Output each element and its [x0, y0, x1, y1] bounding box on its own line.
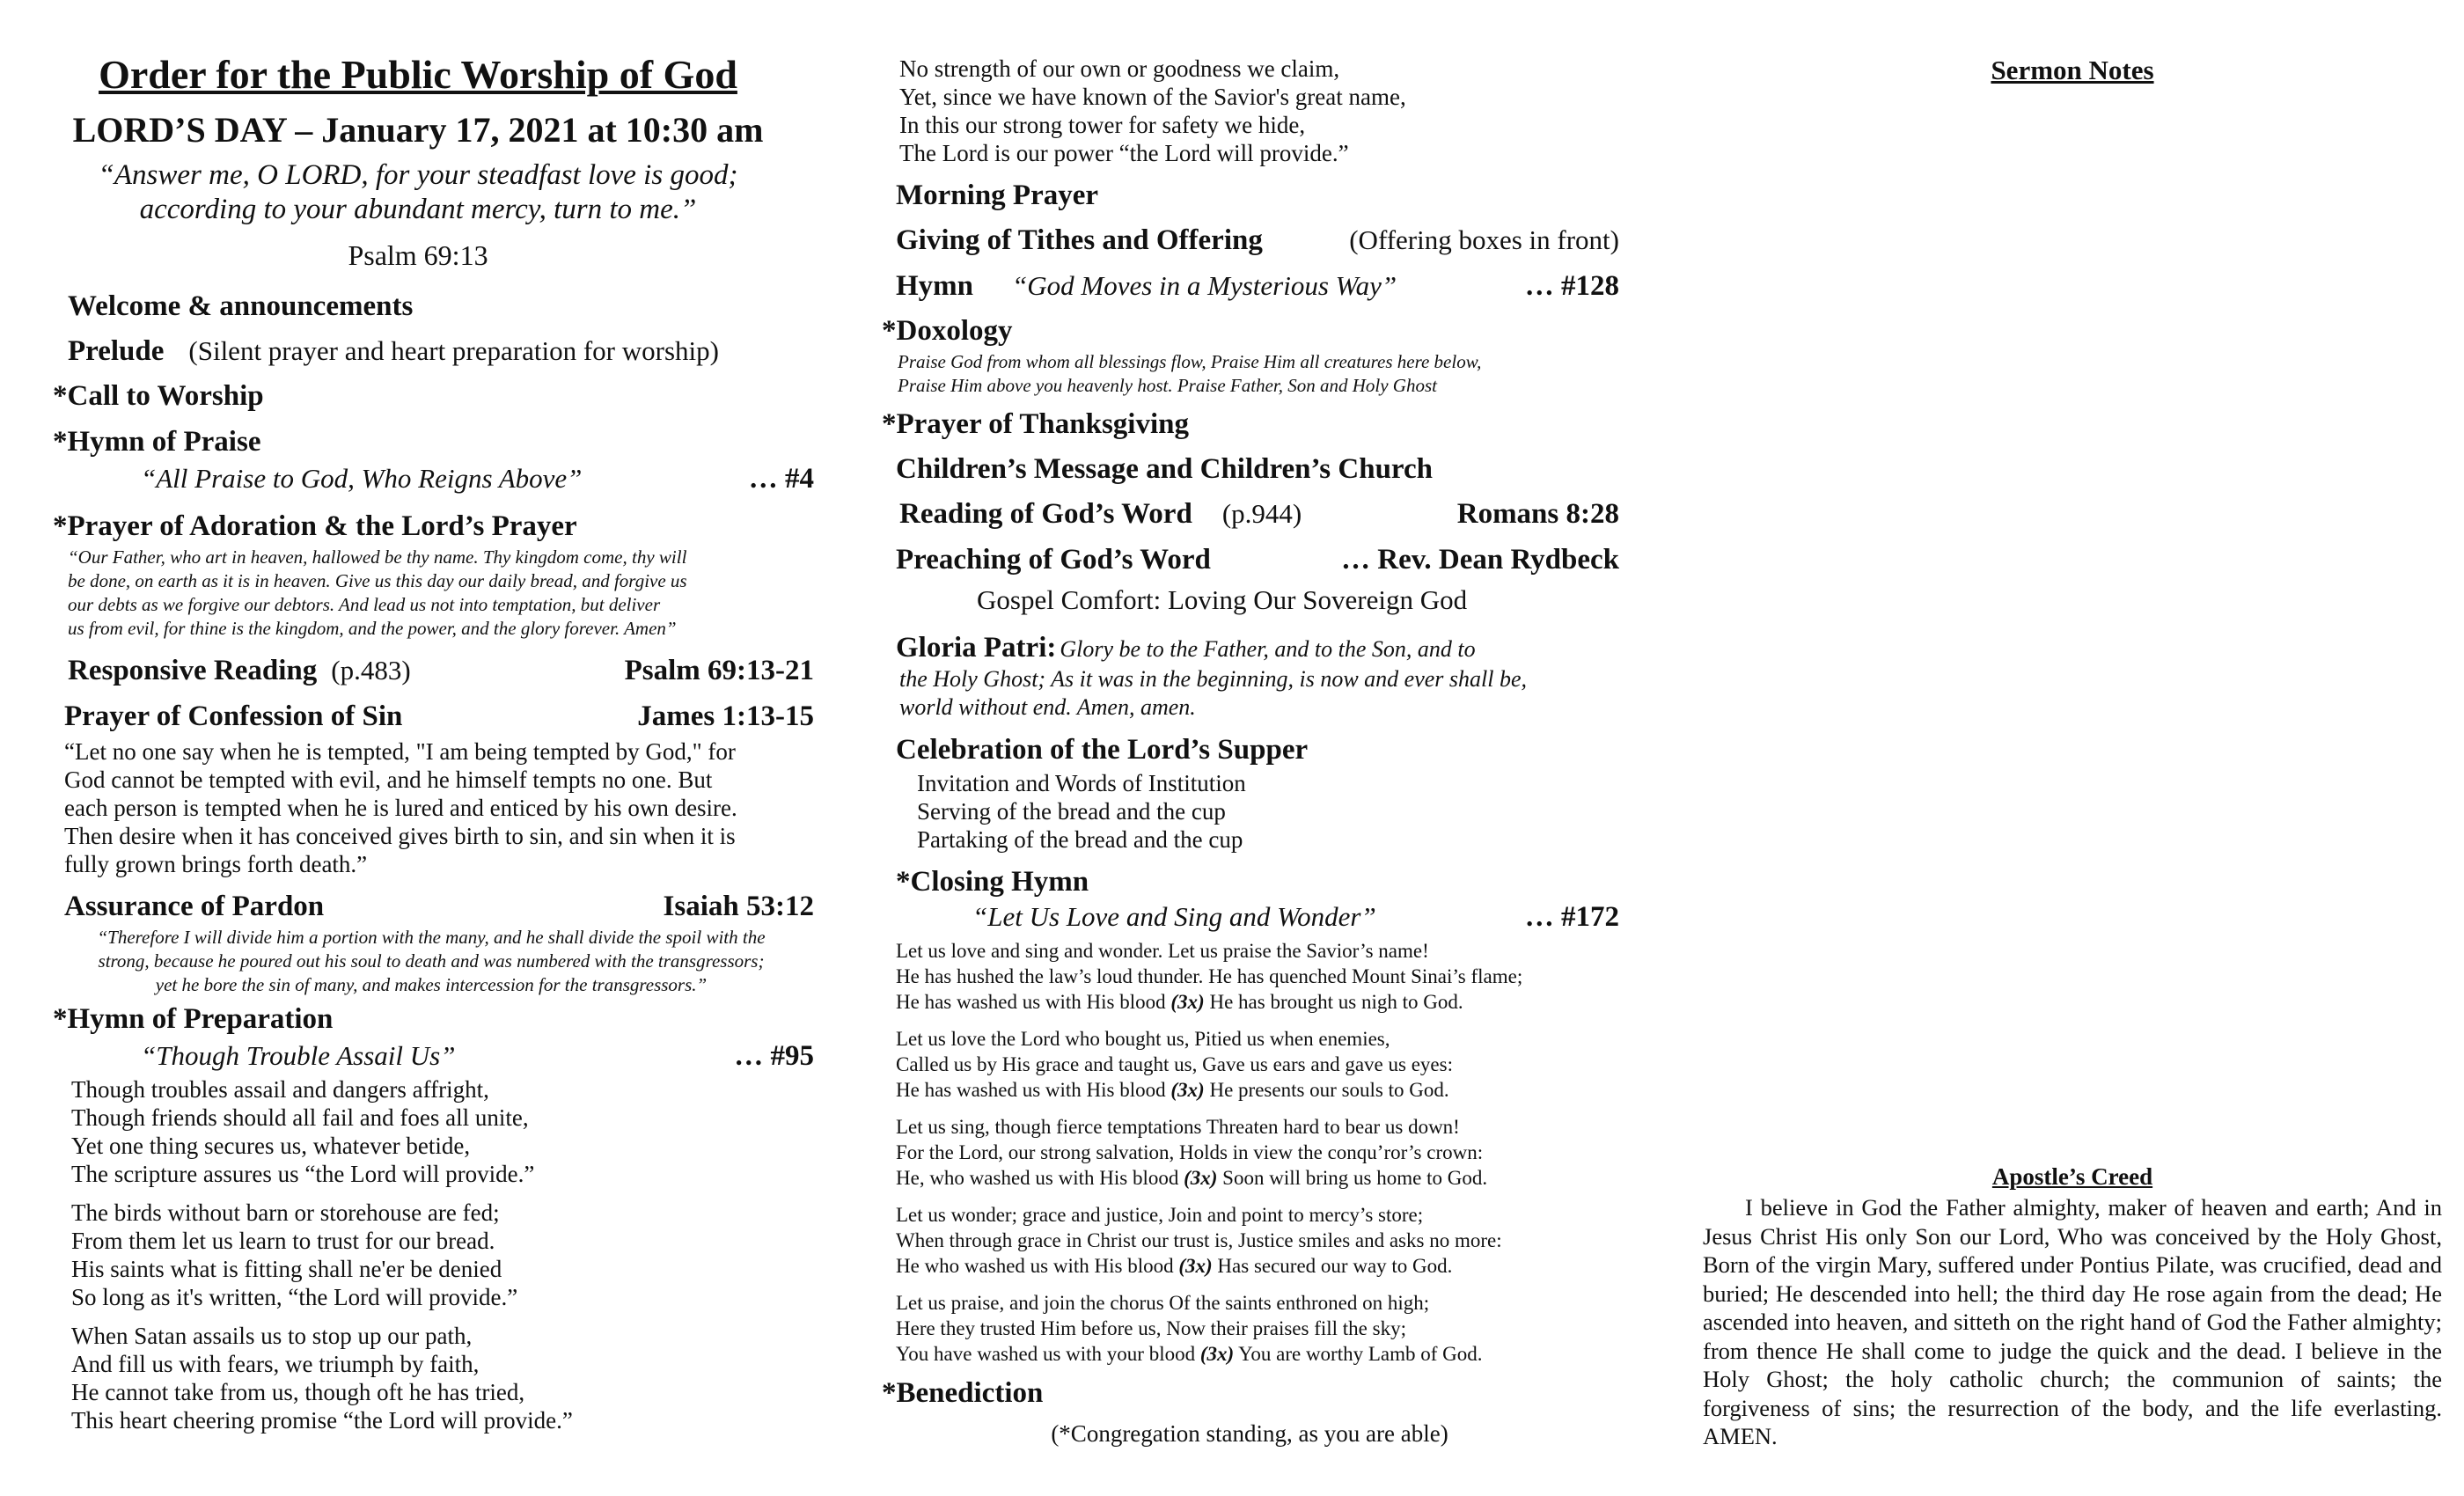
assurance-text	[48, 926, 814, 997]
closing-stanza	[896, 1290, 1483, 1367]
text-line: He cannot take from us, though oft he has tried,	[71, 1379, 525, 1405]
thanksgiving-heading: *Prayer of Thanksgiving	[882, 408, 1189, 440]
gloria-text: Glory be to the Father, and to the Son, and to	[1060, 636, 1476, 662]
theme-verse-line: according to your abundant mercy, turn to me.”	[139, 194, 697, 225]
list-item: Serving of the bread and the cup	[917, 798, 1226, 825]
text-line: Let us praise, and join the chorus Of the saints enthroned on high;	[896, 1292, 1430, 1314]
hymn-stanza	[71, 1075, 534, 1188]
hymn-stanza	[71, 1322, 573, 1434]
childrens-message-heading: Children’s Message and Children’s Church	[896, 453, 1433, 485]
text-line: Called us by His grace and taught us, Gave us ears and gave us eyes:	[896, 1053, 1453, 1075]
doxology-text	[898, 350, 1481, 398]
text-line: Let us sing, though fierce temptations Threaten hard to bear us down!	[896, 1116, 1460, 1138]
text-line: He has washed us with His blood (3x) He presents our souls to God.	[896, 1079, 1449, 1101]
text-line: Let us love the Lord who bought us, Pitied us when enemies,	[896, 1028, 1390, 1050]
hymn-stanza	[71, 1199, 517, 1311]
preaching-heading: Preaching of God’s Word	[896, 544, 1211, 576]
text-line: The birds without barn or storehouse are fed;	[71, 1199, 500, 1226]
responsive-reading-row	[68, 655, 814, 687]
gloria-heading: Gloria Patri:	[896, 632, 1057, 664]
reading-heading: Reading of God’s Word	[899, 498, 1192, 530]
text-line: No strength of our own or goodness we claim,	[899, 55, 1340, 82]
lords-prayer-text	[68, 546, 687, 641]
text-line: In this our strong tower for safety we hide,	[899, 112, 1306, 138]
morning-prayer-heading: Morning Prayer	[896, 180, 1099, 211]
text-line: He has washed us with His blood (3x) He has brought us nigh to God.	[896, 991, 1463, 1013]
reading-ref: Romans 8:28	[1456, 498, 1619, 530]
welcome-heading: Welcome & announcements	[68, 290, 414, 322]
closing-hymn-number: … #172	[1524, 901, 1619, 933]
hymn-of-preparation-title: “Though Trouble Assail Us”	[141, 1040, 456, 1071]
lords-supper-items	[917, 769, 1246, 854]
creed-text: I believe in God the Father almighty, maker of heaven and earth; And in Jesus Christ His only Son our Lord, Who was conceived by the Holy Ghost, Born of the virgin Mary, suffered under Pontius Pilate, was crucified, dead and buried; He descended into hell; the third day He rose again from the dead; He ascended into heaven, and sitteth on the right hand of God the Father almighty; from thence He shall come to judge the quick and the dead. I believe in the Holy Ghost; the holy catholic church; the communion of saints; the forgiveness of sins; the resurrection of the body, and the life everlasting. AMEN.	[1703, 1194, 2442, 1449]
text-line: “Our Father, who art in heaven, hallowed be thy name. Thy kingdom come, thy will	[68, 546, 687, 568]
creed-heading: Apostle’s Creed	[1991, 1163, 2153, 1190]
text-line: His saints what is fitting shall ne'er be denied	[71, 1256, 502, 1282]
text-line: God cannot be tempted with evil, and he himself tempts no one. But	[64, 766, 713, 793]
hymn-of-praise-number: … #4	[748, 463, 814, 495]
hymn-of-praise-heading: *Hymn of Praise	[53, 426, 261, 458]
confession-text	[64, 737, 737, 878]
text-line: strong, because he poured out his soul to death and was numbered with the transgressors;	[98, 950, 765, 972]
responsive-reading-heading: Responsive Reading	[68, 655, 318, 686]
responsive-reading-ref: Psalm 69:13-21	[624, 655, 814, 686]
text-line: He, who washed us with His blood (3x) Soon will bring us home to God.	[896, 1167, 1488, 1189]
sermon-notes-area[interactable]	[1703, 176, 2442, 1144]
closing-hymn-title: “Let Us Love and Sing and Wonder”	[972, 901, 1376, 932]
giving-note: (Offering boxes in front)	[1349, 224, 1619, 255]
lords-supper-heading: Celebration of the Lord’s Supper	[896, 734, 1309, 766]
hymn-title: “God Moves in a Mysterious Way”	[1012, 270, 1397, 301]
hymn-of-praise-title: “All Praise to God, Who Reigns Above”	[141, 463, 583, 494]
sermon-notes-heading: Sermon Notes	[1991, 55, 2154, 85]
theme-verse-ref: Psalm 69:13	[348, 239, 488, 271]
closing-stanza	[896, 1026, 1453, 1103]
reading-row	[899, 498, 1619, 531]
text-line: “Therefore I will divide him a portion with the many, and he shall divide the spoil with the	[97, 927, 766, 948]
text-line: When Satan assails us to stop up our path,	[71, 1323, 473, 1349]
text-line: Let us wonder; grace and justice, Join and point to mercy’s store;	[896, 1204, 1424, 1226]
text-line: The Lord is our power “the Lord will provide.”	[899, 140, 1349, 166]
adoration-heading: *Prayer of Adoration & the Lord’s Prayer	[53, 510, 577, 542]
giving-row	[896, 224, 1619, 257]
prelude-row	[68, 335, 719, 368]
doxology-heading: *Doxology	[882, 315, 1013, 347]
prelude-heading: Prelude	[68, 335, 165, 367]
gloria-patri	[896, 632, 1476, 664]
closing-stanza	[896, 1202, 1502, 1279]
text-line: So long as it's written, “the Lord will provide.”	[71, 1284, 518, 1310]
text-line: Yet, since we have known of the Savior's great name,	[899, 84, 1406, 110]
standing-note: (*Congregation standing, as you are able)	[1051, 1420, 1448, 1447]
hymn-of-preparation-row	[141, 1040, 814, 1073]
text-line: yet he bore the sin of many, and makes intercession for the transgressors.”	[155, 974, 708, 995]
assurance-row	[64, 891, 814, 923]
hymn-of-preparation-heading: *Hymn of Preparation	[53, 1003, 334, 1035]
text-line: He who washed us with His blood (3x) Has secured our way to God.	[896, 1255, 1453, 1277]
confession-heading: Prayer of Confession of Sin	[64, 700, 403, 732]
giving-heading: Giving of Tithes and Offering	[896, 224, 1263, 256]
text-line: When through grace in Christ our trust is, Justice smiles and asks no more:	[896, 1229, 1502, 1251]
list-item: Partaking of the bread and the cup	[917, 826, 1243, 853]
text-line: Then desire when it has conceived gives birth to sin, and sin when it is	[64, 823, 736, 849]
service-date: LORD’S DAY – January 17, 2021 at 10:30 am	[72, 110, 764, 150]
text-line: Though troubles assail and dangers affright,	[71, 1076, 489, 1103]
closing-stanza	[896, 1114, 1487, 1191]
hymn-heading: Hymn	[896, 270, 974, 302]
text-line: “Let no one say when he is tempted, "I am being tempted by God," for	[64, 738, 736, 765]
text-line: us from evil, for thine is the kingdom, and the power, and the glory forever. Amen”	[68, 618, 677, 639]
hymn-number: … #128	[1524, 270, 1619, 302]
text-line: The scripture assures us “the Lord will provide.”	[71, 1161, 535, 1187]
text-line: each person is tempted when he is lured and enticed by his own desire.	[64, 795, 737, 821]
assurance-ref: Isaiah 53:12	[663, 891, 814, 922]
text-line: And fill us with fears, we triumph by faith,	[71, 1351, 480, 1377]
text-line: He has hushed the law’s loud thunder. He has quenched Mount Sinai’s flame;	[896, 965, 1523, 987]
confession-ref: James 1:13-15	[637, 700, 814, 732]
text-line: For the Lord, our strong salvation, Holds in view the conqu’ror’s crown:	[896, 1141, 1484, 1163]
text-line: This heart cheering promise “the Lord will provide.”	[71, 1407, 573, 1434]
text-line: Though friends should all fail and foes all unite,	[71, 1104, 529, 1131]
text-line: be done, on earth as it is in heaven. Give us this day our daily bread, and forgive us	[68, 570, 687, 591]
text-line: Praise Him above you heavenly host. Praise Father, Son and Holy Ghost	[898, 375, 1437, 396]
closing-hymn-row	[972, 901, 1619, 934]
theme-verse-line: “Answer me, O LORD, for your steadfast love is good;	[98, 159, 738, 191]
preacher-name: … Rev. Dean Rydbeck	[1340, 544, 1619, 576]
benediction-heading: *Benediction	[882, 1377, 1044, 1409]
sermon-title: Gospel Comfort: Loving Our Sovereign God	[977, 584, 1468, 615]
closing-stanza	[896, 938, 1522, 1015]
text-line: Yet one thing secures us, whatever betide,	[71, 1133, 471, 1159]
text-line: Here they trusted Him before us, Now their praises fill the sky;	[896, 1317, 1406, 1339]
hymn-stanza	[899, 55, 1406, 167]
hymn-row	[896, 270, 1619, 303]
list-item: Invitation and Words of Institution	[917, 770, 1246, 796]
prelude-note: (Silent prayer and heart preparation for worship)	[188, 335, 719, 366]
theme-verse	[48, 158, 788, 227]
preaching-row	[896, 544, 1619, 576]
text-line: From them let us learn to trust for our bread.	[71, 1228, 495, 1254]
reading-page: (p.944)	[1221, 498, 1302, 529]
page-title: Order for the Public Worship of God	[99, 52, 737, 97]
assurance-heading: Assurance of Pardon	[64, 891, 325, 922]
confession-row	[64, 700, 814, 733]
gloria-text-cont	[899, 665, 1527, 722]
hymn-of-preparation-number: … #95	[734, 1040, 814, 1072]
text-line: Let us love and sing and wonder. Let us praise the Savior’s name!	[896, 940, 1429, 962]
responsive-reading-page: (p.483)	[331, 655, 411, 686]
text-line: the Holy Ghost; As it was in the beginning, is now and ever shall be,	[899, 666, 1528, 692]
hymn-of-praise-row	[141, 463, 814, 495]
text-line: Praise God from whom all blessings flow, Praise Him all creatures here below,	[898, 351, 1482, 372]
text-line: world without end. Amen, amen.	[899, 694, 1196, 720]
text-line: our debts as we forgive our debtors. And lead us not into temptation, but deliver	[68, 594, 661, 615]
text-line: fully grown brings forth death.”	[64, 851, 368, 877]
closing-hymn-heading: *Closing Hymn	[896, 866, 1089, 898]
call-to-worship-heading: *Call to Worship	[53, 380, 264, 412]
text-line: You have washed us with your blood (3x) You are worthy Lamb of God.	[896, 1343, 1483, 1365]
